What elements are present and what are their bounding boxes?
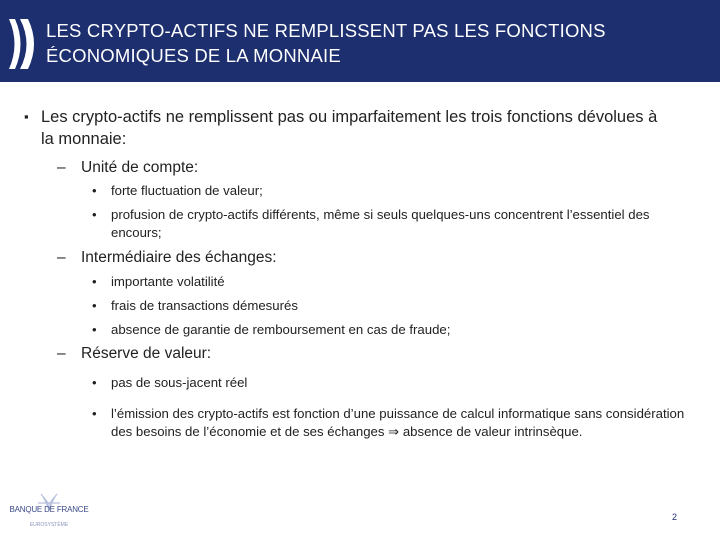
function-point-text: importante volatilité xyxy=(111,274,225,289)
function-point-text: pas de sous-jacent réel xyxy=(111,375,248,390)
function-point-text: absence de garantie de remboursement en cas de fraude; xyxy=(111,322,451,337)
dot-bullet-icon: • xyxy=(92,298,97,313)
function-point-text: l’émission des crypto-actifs est fonction d’une puissance de calcul informatique sans considération des besoins de l’économie et de ses échanges ⇒ absence de valeur intrinsèque. xyxy=(111,406,685,439)
dot-bullet-icon: • xyxy=(92,322,97,337)
function-point xyxy=(92,206,692,242)
page-number: 2 xyxy=(672,512,678,522)
function-heading xyxy=(57,344,211,364)
logo-wordmark: BANQUE DE FRANCE xyxy=(9,505,89,514)
logo-subtext: EUROSYSTÈME xyxy=(29,522,69,528)
function-label: Intermédiaire des échanges: xyxy=(81,249,277,266)
square-bullet-icon: ▪ xyxy=(24,109,29,124)
function-label: Unité de compte: xyxy=(81,159,199,176)
dash-bullet-icon: – xyxy=(57,249,66,266)
dot-bullet-icon: • xyxy=(92,274,97,289)
function-point xyxy=(92,405,692,441)
dot-bullet-icon: • xyxy=(92,207,97,222)
dot-bullet-icon: • xyxy=(92,183,97,198)
function-point xyxy=(92,273,692,291)
function-point xyxy=(92,297,692,315)
banque-de-france-logo xyxy=(8,492,90,536)
intro-bullet xyxy=(24,106,674,150)
dash-bullet-icon: – xyxy=(57,345,66,362)
dot-bullet-icon: • xyxy=(92,375,97,390)
dash-bullet-icon: – xyxy=(57,159,66,176)
function-label: Réserve de valeur: xyxy=(81,345,212,362)
slide-title-line-2: ÉCONOMIQUES DE LA MONNAIE xyxy=(46,45,341,66)
function-point-text: frais de transactions démesurés xyxy=(111,298,298,313)
dot-bullet-icon: • xyxy=(92,406,97,421)
intro-text: Les crypto-actifs ne remplissent pas ou imparfaitement les trois fonctions dévolues à la monnaie: xyxy=(41,108,658,148)
function-heading xyxy=(57,248,277,268)
function-point xyxy=(92,321,692,339)
function-point xyxy=(92,182,692,200)
function-point-text: forte fluctuation de valeur; xyxy=(111,183,263,198)
function-point-text: profusion de crypto-actifs différents, même si seuls quelques-uns concentrent l’essentiel des encours; xyxy=(111,207,650,240)
slide-title-line-1: LES CRYPTO-ACTIFS NE REMPLISSENT PAS LES FONCTIONS xyxy=(46,20,606,41)
function-heading xyxy=(57,158,198,178)
function-point xyxy=(92,374,692,392)
